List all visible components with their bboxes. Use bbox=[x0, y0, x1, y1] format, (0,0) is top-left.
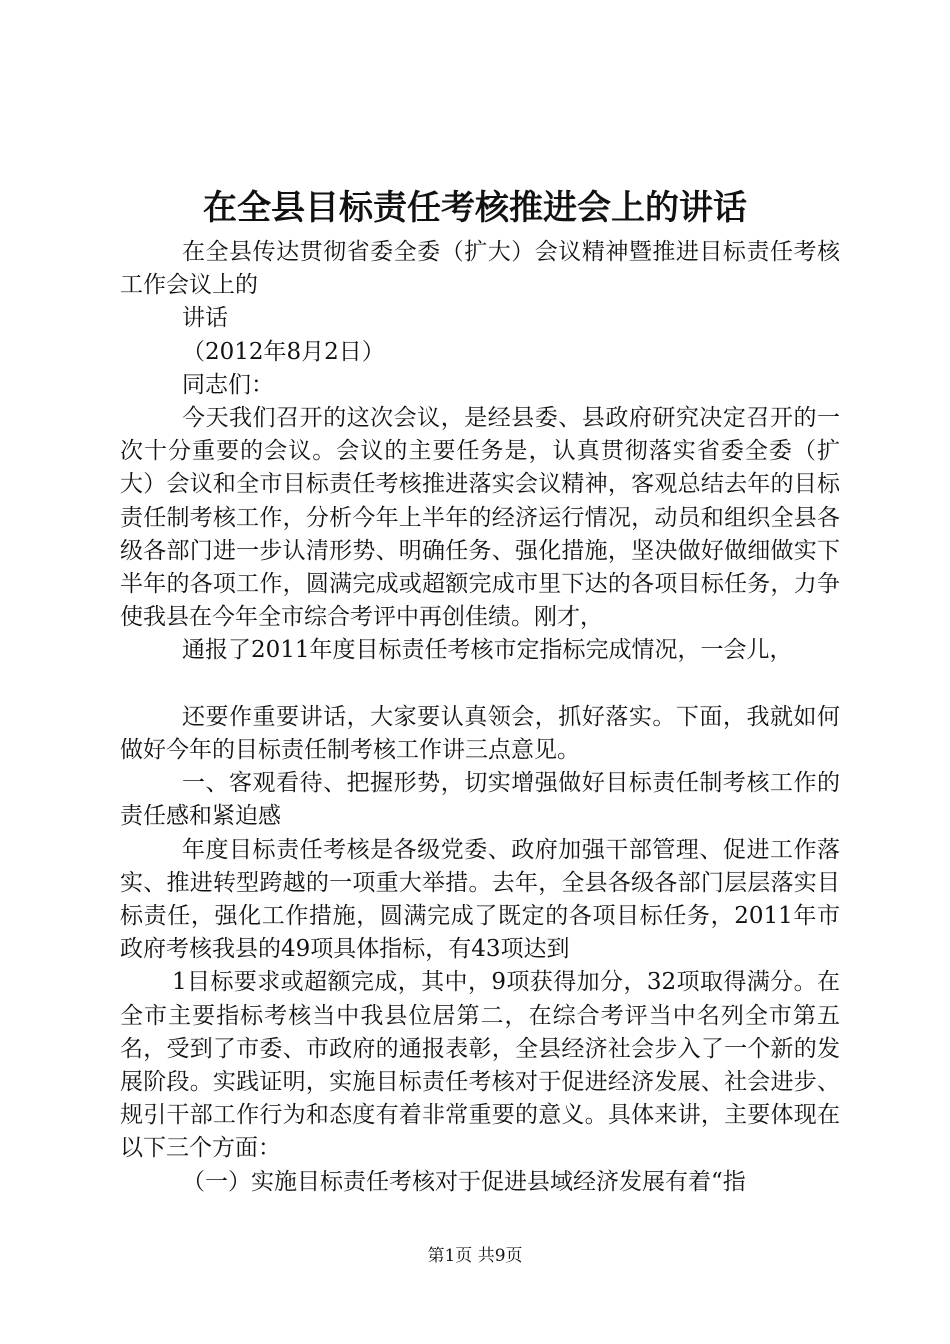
paragraph-gap bbox=[120, 668, 840, 701]
body-paragraph: 还要作重要讲话，大家要认真领会，抓好落实。下面，我就如何做好今年的目标责任制考核工作讲三点意见。 bbox=[120, 703, 840, 764]
document-body bbox=[120, 236, 840, 1199]
body-paragraph: 年度目标责任考核是各级党委、政府加强干部管理、促进工作落实、推进转型跨越的一项重大举措。去年，全县各级各部门层层落实目标责任，强化工作措施，圆满完成了既定的各项目标任务，2011年市政府考核我县的49项具体指标，有43项达到 bbox=[120, 836, 840, 963]
body-paragraph: 通报了2011年度目标责任考核市定指标完成情况，一会儿， bbox=[182, 637, 793, 664]
body-paragraph: 今天我们召开的这次会议，是经县委、县政府研究决定召开的一次十分重要的会议。会议的主要任务是，认真贯彻落实省委全委（扩大）会议和全市目标责任考核推进落实会议精神，客观总结去年的目标责任制考核工作，分析今年上半年的经济运行情况，动员和组织全县各级各部门进一步认清形势、明确任务、强化措施，坚决做好做细做实下半年的各项工作，圆满完成或超额完成市里下达的各项目标任务，力争使我县在今年全市综合考评中再创佳绩。刚才， bbox=[120, 405, 840, 631]
salutation: 同志们： bbox=[182, 371, 274, 398]
body-paragraph: 1目标要求或超额完成，其中，9项获得加分，32项取得满分。在全市主要指标考核当中我县位居第二，在综合考评当中名列全市第五名，受到了市委、市政府的通报表彰，全县经济社会步入了一个新的发展阶段。实践证明，实施目标责任考核对于促进经济发展、社会进步、规引干部工作行为和态度有着非常重要的意义。具体来讲，主要体现在以下三个方面： bbox=[120, 969, 840, 1162]
date-line: （2012年8月2日） bbox=[182, 338, 385, 365]
document-title: 在全县目标责任考核推进会上的讲话 bbox=[203, 188, 747, 228]
subsection-heading: （一）实施目标责任考核对于促进县域经济发展有着“指 bbox=[182, 1168, 746, 1195]
section-heading: 一、客观看待、把握形势，切实增强做好目标责任制考核工作的责任感和紧迫感 bbox=[120, 770, 840, 830]
subtitle-speech: 讲话 bbox=[182, 305, 228, 332]
subtitle-paragraph: 在全县传达贯彻省委全委（扩大）会议精神暨推进目标责任考核工作会议上的 bbox=[120, 239, 840, 299]
page-footer: 第1页 共9页 bbox=[427, 1246, 523, 1266]
